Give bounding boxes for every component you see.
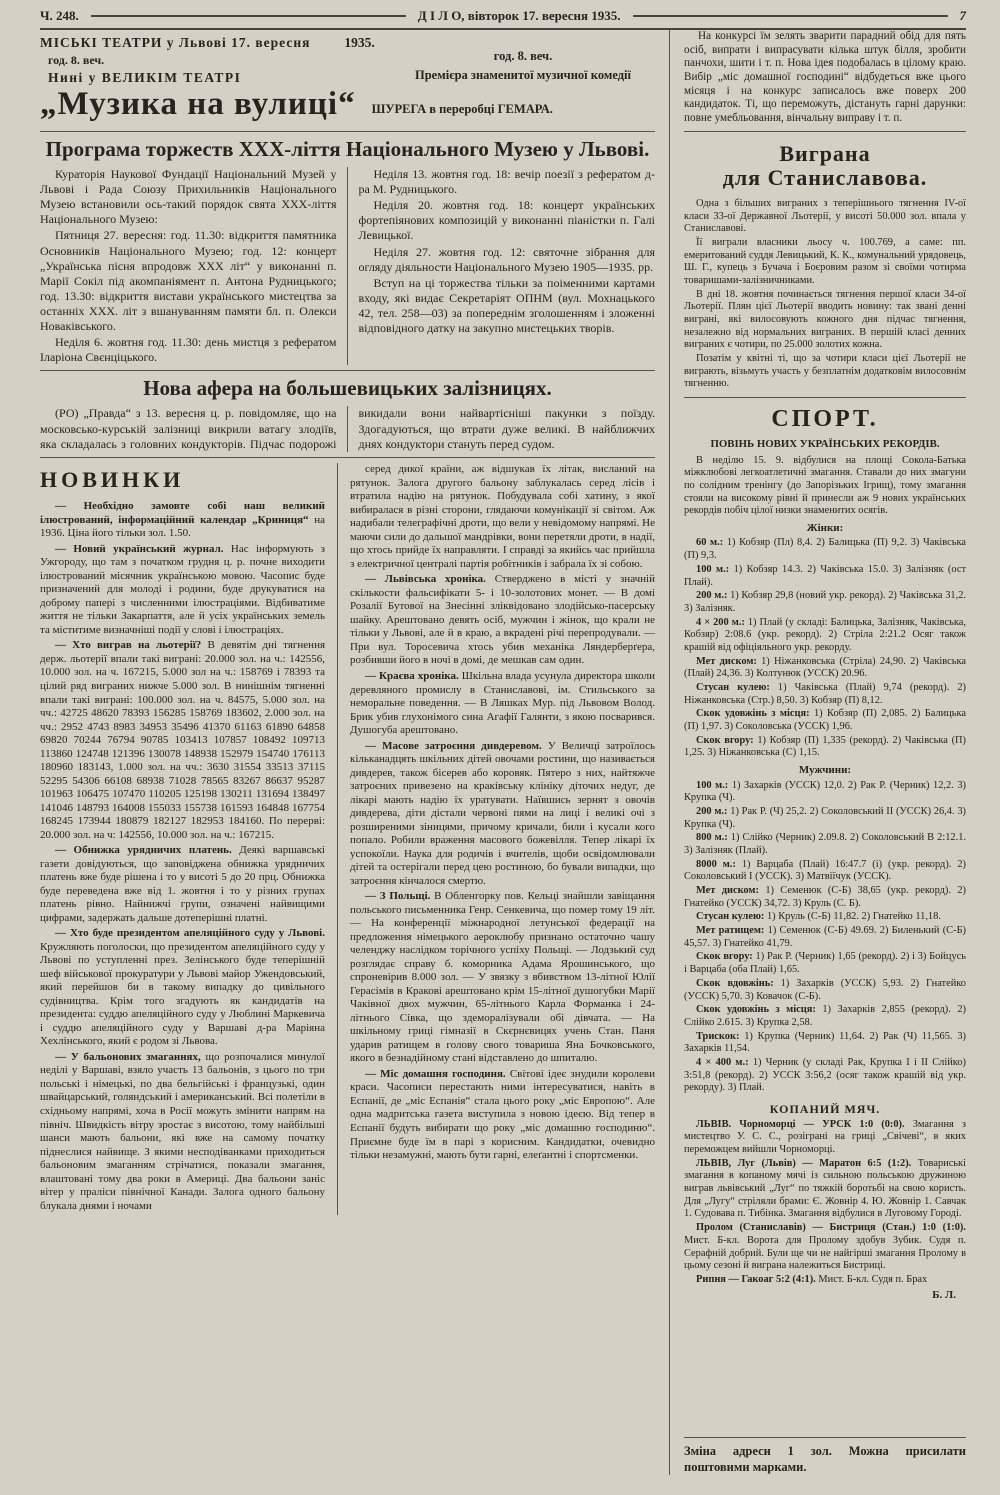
divider <box>40 457 655 458</box>
paragraph: Неділя 13. жовтня год. 18: вечір поезії з рефератом д-ра М. Рудницького. <box>358 167 655 197</box>
right-column <box>670 30 966 1475</box>
news-item <box>40 500 325 541</box>
result-event: Мет ратищем: <box>696 925 765 937</box>
news-item-text: Нас інформують з Ужгороду, що там з початком грудня ц. р. почне виходити ілюстрований місячник українською мовою. Часопис буде призначений для молоді і родини, буде друкуватися на доброму папері з численними ілюстраціями. Відбиватиме життя не тільки Закарпаття, але й усіх українських земель та міститиме визначніші події у слові і ілюстраціях. <box>40 542 325 636</box>
news-item-lead: — Краєва хроніка. <box>365 669 459 682</box>
page-content <box>40 30 966 1475</box>
paragraph: В дні 18. жовтня починається тягнення першої класи 34-ої Льотерії. Плян цієї Льотерії вводить новину: так звані денні виграні, які вилосовують кожного дня підчас тягнення, незалежно від нормальних виграних. В першій класі денних виграних є чотири, по 25.000 золотих кожна. <box>684 288 966 351</box>
result-line <box>684 682 966 707</box>
sport-intro: В неділю 15. 9. відбулися на площі Сокола-Батька міжклюбові легкоатлетичні змагання. Ставали до них змагуни по солідним тренінгу (до Запорізьких Ігрищ), тому змагання стояли на високому рівні й принесли аж 9 нових українських рекордів побіч цілої низки знаменитих осягів. <box>684 454 966 517</box>
result-placings: 1) Кобзяр (П) 2,085. 2) Балицька (П) 1,97. 3) Соколовська (УССК) 1,96. <box>684 708 966 733</box>
masthead-title: Д І Л О, вівторок 17. вересня 1935. <box>417 8 621 23</box>
theater-name: МІСЬКІ ТЕАТРИ у Львові 17. вересня <box>40 35 311 50</box>
result-line <box>684 735 966 760</box>
result-event: Мет диском: <box>696 655 757 667</box>
news-item <box>350 1068 655 1163</box>
match-score: Пролом (Станиславів) — Бистриця (Стан.) 1:0 (1:0). <box>696 1222 966 1234</box>
theater-ad <box>40 30 655 126</box>
footer-notice-block <box>684 1432 966 1476</box>
news-item-text: Деякі варшавські газети довідуються, що заповіджена обнижка урядничих платень вже буде рішена і то у висоті 5 до 20 прц. Обнижка буде переведена вже від 1. жовтня і то у різних групах платень рівно. Найнижчі групи, означені найвищими цифрами, задержать дальше дотеперішні платні. <box>40 844 325 924</box>
lottery-win-headline <box>684 142 966 191</box>
show-time-right: год. 8. веч. <box>493 49 553 63</box>
news-item-text: Кружляють поголоски, що президентом апеляційного суду у Львові по уступленні през. Зелінського буде теперішній шеф військової прокуратури у Львові майор Ужендовський, який перейшов би в такому випадку до цивільного судівництва. Крім того згадують як кандидатів на президента: суддю апеляційного суду у Люблині Маркевича і суддю апеляційного суду у Варшаві д-ра Маріяна Хехлінського, який є родом зі Львова. <box>40 940 325 1048</box>
premiere-line: Премієра знаменитої музичної комедії <box>414 67 631 82</box>
theater-year: 1935. <box>344 35 375 50</box>
result-event: 100 м.: <box>696 779 729 791</box>
news-item-text: В Обленгорку пов. Кельці знайшли завіщання польського письменника Генр. Сенкевича, що помер тому 19 літ. — На конференції міжнародної летунської федерації на предложення німецького аероклюбу признано остаточно чашу челенджу наслідком торічного успіху Польщі. — Лодзький суд розглядає справу б. коморника Адама Ярошинського, що спроневірив 8.000 зол. — У звязку з вбивством 13-літної Юлії Герасімів в Кракові арештовано крім 15-літної душогубки Марії Чаківної двох мужчин, 65-літнього Карла Форманка і 24-літнього Сівка, що здеморалізували обі дівчата. — На шкільному гриці гімназії в Скєрнєвицях учень Стан. Паня ударив ратищем в голову свого товариша Яна Бочковського, якого в безнадійному стані відставлено до шпиталю. <box>350 890 655 1065</box>
news-item-text: Світові ідеє знудили королеви краси. Часописи перестають ними інтересуватися, навіть в Еспанії, де „міс Еспанія“ стала цього року „міс Европою“. Але одна мадритська газета виступила з новою ідеєю. Від тепер в Еспанії будуть вибирати що року „міс домашню господиню“. Приємне буде їм в парі з корисним. Кандидатки, очевидно тільки незамужні, мають бути гарні, елеґантні і спортсменки. <box>350 1067 656 1162</box>
news-item-lead: — Львівська хроніка. <box>365 573 486 586</box>
result-event: Скок удовжінь з місця: <box>696 1004 816 1016</box>
result-event: 200 м.: <box>696 805 728 817</box>
result-placings: 1) Захарків 2,855 (рекорд). 2) Слійко 2.615. 3) Крупка 2,58. <box>684 1004 966 1028</box>
paragraph: Неділя 27. жовтня год. 12: святочне зібрання для огляду діяльности Національного Музею 1905—1935. рр. <box>358 244 655 274</box>
men-results <box>684 780 966 1096</box>
play-title: „Музика на вулиці“ <box>40 86 356 122</box>
football-title: КОПАНИЙ МЯЧ. <box>769 1102 881 1117</box>
result-placings: 1) Круль (С-Б) 11,82. 2) Гнатейко 11,18. <box>766 911 941 923</box>
result-event: 200 м.: <box>696 590 728 602</box>
result-event: 60 м.: <box>696 537 724 549</box>
play-title-row <box>40 86 655 123</box>
result-event: Скок вдовжінь: <box>696 977 774 989</box>
divider <box>684 1437 966 1438</box>
middle-items <box>350 463 655 1162</box>
news-item <box>40 927 325 1049</box>
result-line <box>684 951 966 976</box>
match-report <box>684 1222 966 1273</box>
news-item <box>350 740 655 889</box>
result-line <box>684 617 966 655</box>
sport-title: СПОРТ. <box>771 406 879 433</box>
news-item-text: У Величці затроїлось кільканадцять шкільних дітей овочами ростини, що називається дивдерев, також бісерев або коровяк. Пятеро з них, найтяжче затроєних привезено на краківську клініку діточих недуг, де лікарі мають надію їх уратувати. Наївшись зернят з овочів дивдерева, діти дістали червоні пями на лиці і великі очі з розширеними зіницями, причому кричали, били і кусали кого попало. Робили враження масового божевілля. Тепер лікарі їх успокоїли. Наука для родичів і вчителів, щоби освідомлювали дітей та остерігали перед цею ростиною, бо бували випадки, що затроєння кінчалося смертю. <box>350 739 655 887</box>
result-placings: 1) Слійко (Черник) 2.09.8. 2) Соколовський В 2:12.1. 3) Залізняк (Плай). <box>684 832 966 856</box>
result-line <box>684 832 966 857</box>
article-museum-body <box>40 167 655 365</box>
page-header <box>40 8 966 30</box>
article-museum-headline: Програма торжеств XXX-ліття Національного Музею у Львові. <box>45 137 650 161</box>
result-event: Стусан кулею: <box>696 682 770 693</box>
news-item-text: серед дикої країни, аж відшукав їх літак, висланий на рятунок. Залога другого бальону заблукалась серед лісів і втратила надію на рятунок. Побудувала собі хатину, з якої вибиралася в різні сторони, глядаючи комунікації зі світом. Аж надибали телеграфічні дроти, що вели у невідомому напрямі. Не маючи сили до дальшої мандрівки, вони перетяли дроти, в надії, що хтось прийде їх направляти. І справді за якийсь час прийшла з електричної централі партія робітників і забрала їх зі собою. <box>350 463 655 570</box>
match-report <box>684 1158 966 1221</box>
result-placings: 1) Кобзяр 29,8 (новий укр. рекорд). 2) Чаківська 31,2. 3) Залізняк. <box>684 590 966 614</box>
news-item-lead: — Міс домашня господиня. <box>365 1067 506 1080</box>
result-placings: 1) Рак Р. (Ч) 25,2. 2) Соколовський II (УССК) 26,4. 3) Крупка (Ч). <box>684 805 966 830</box>
news-item-lead: — Хто виграв на льотерії? <box>55 639 202 652</box>
left-region <box>40 30 670 1475</box>
result-placings: 1) Чаківська (Плай) 9,74 (рекорд). 2) Ніжанковська (Стр.) 8,50. 3) Кобзяр (П) 8,12. <box>684 682 966 706</box>
result-placings: 1) Семенюк (С-Б) 38,65 (укр. рекорд). 2) Гнатейко (УССК) 34,72. 3) Круль (С. Б). <box>684 885 966 909</box>
theater-ad-right <box>415 35 655 86</box>
result-line <box>684 978 966 1003</box>
page-number: 7 <box>959 8 967 23</box>
women-results <box>684 537 966 760</box>
match-report <box>684 1119 966 1157</box>
paragraph: Вступ на ці торжества тільки за поіменними картами входу, які видає Секретаріят ОПНМ (вул. Мохнацького 42, тел. 258—03) за попереднім зголошенням і зложенні відповідного датку на закупно мистецьких творів. <box>358 275 655 336</box>
paragraph: Позатім у квітні ті, що за чотири класи цієї Льотерії не виграють, візьмуть участь у безплатнім додатковім вилосовнім тягненню. <box>684 353 966 390</box>
match-text: Мист. Б-кл. Судя п. Брах <box>818 1273 928 1285</box>
issue-number: Ч. 248. <box>40 8 79 23</box>
result-placings: 1) Ніжанковська (Стріла) 24,90. 2) Чаківська (Плай) 24,36. 3) Колтунюк (УССК) 20.96. <box>684 655 966 680</box>
result-event: 100 м.: <box>696 563 730 575</box>
sport-subtitle: ПОВІНЬ НОВИХ УКРАЇНСЬКИХ РЕКОРДІВ. <box>710 438 940 451</box>
theater-ad-top <box>40 35 655 86</box>
news-item <box>40 844 325 925</box>
result-event: 800 м.: <box>696 832 728 844</box>
sport-section <box>684 403 966 1302</box>
paragraph: Неділя 6. жовтня год. 11.30: день мистця з рефератом Іларіона Свєнціцького. <box>40 335 337 365</box>
news-item <box>40 1051 325 1213</box>
article-railway-body <box>40 406 655 452</box>
match-score: ЛЬВІВ, Луг (Львів) — Маратон 6:5 (1:2). <box>696 1157 912 1169</box>
result-line <box>684 911 966 924</box>
match-score: ЛЬВІВ. Чорноморці — УРСК 1:0 (0:0). <box>696 1118 905 1130</box>
article-lottery-win <box>684 137 966 393</box>
headline-line: для Станиславова. <box>722 165 928 191</box>
divider <box>40 370 655 371</box>
result-placings: 1) Кобзяр 14.3. 2) Чаківська 15.0. 3) Залізняк (ост Плай). <box>684 563 966 588</box>
news-item-lead: — Обнижка урядничих платень. <box>55 844 232 857</box>
address-change-notice: Зміна адреси 1 зол. Можна присилати поштовими марками. <box>684 1443 966 1474</box>
paragraph: Кураторія Наукової Фундації Національний Музей у Львові і Рада Союзу Прихильників Національного Музею встановили ось-такий порядок свята XXX-ліття Національного Музею: <box>40 167 337 227</box>
news-item <box>40 639 325 842</box>
article-museum <box>40 137 655 365</box>
middle-column <box>338 463 655 1215</box>
result-placings: 1) Захарків (УССК) 12,0. 2) Рак Р. (Черник) 12,2. 3) Крупка (Ч). <box>684 779 966 804</box>
news-item-text: що розпочалися минулої неділі у Варшаві, взяло участь 13 бальонів, з цього по три польські і німецькі, по два бельгійські і французькі, один швайцарський, голяндський і американський. Всі полетіли в східньому напрямі, хоча в Росії можуть змінити напрям на північ. Швидкість вітру зростає з висотою, тому найбільші шанси мають бальони, які вже на самому початку піднеслися найвище. З якими несподіванками приходиться бальоновим змаганням стрічатися, показали змагання, влаштовані тому два роки в Америці. Два бальони заніс вітер у праліси північної Канади. Залога одного бальону блукала днями і ночами <box>40 1050 325 1212</box>
result-placings: 1) Семенюк (С-Б) 49.69. 2) Биленький (С-Б) 45,57. 3) Гнатейко 41,79. <box>684 925 966 949</box>
result-placings: 1) Плай (у складі: Балицька, Залізняк, Чаківська, Кобзяр) 2:08.6 (укр. рекорд). 2) Стріла 2:21.2 Осяг також крашій від офіціяльного укр. рекорду. <box>684 616 966 653</box>
lower-columns <box>40 463 655 1215</box>
divider <box>684 131 966 132</box>
football-results <box>684 1119 966 1287</box>
result-line <box>684 537 966 562</box>
paragraph: Неділя 20. жовтня год. 18: концерт українських фортепіянових композицій у виконанні піаністки п. Галі Левицької. <box>358 198 655 243</box>
paragraph: (РО) „Правда“ з 13. вересня ц. р. повідомляє, що на московсько-курській залізниці викрили ватагу злодіїв, яка складалась з головних кондукторів. Підчас подорожі викидали вони найвартісніші пакунки з поїзду. Здогадуються, що втрати дуже великі. В найближчих днях кондуктори стануть перед судом. <box>40 406 655 451</box>
result-line <box>684 1004 966 1029</box>
result-line <box>684 1057 966 1095</box>
result-event: Мет диском: <box>696 885 759 897</box>
news-item <box>350 670 655 738</box>
news-item <box>40 543 325 638</box>
result-line <box>684 656 966 681</box>
play-subtitle: ШУРЕГА в переробці ГЕМАРА. <box>371 102 553 116</box>
result-placings: 1) Кобзяр (П) 1,335 (рекорд). 2) Чаківська (П) 1,25. 3) Ніжанковська (С) 1,15. <box>684 734 966 759</box>
article-railway-headline: Нова афера на большевицьких залізницях. <box>143 376 552 401</box>
news-items <box>40 500 325 1213</box>
news-column <box>40 463 338 1215</box>
result-placings: 1) Варцаба (Плай) 16:47.7 (і) (укр. рекорд). 2) Соколовський І (УССК). 3) Матвіїчук (УССК). <box>684 858 966 883</box>
divider <box>40 131 655 132</box>
show-time-left: год. 8. веч. <box>48 53 105 67</box>
result-event: Трискок: <box>696 1030 740 1042</box>
news-item <box>350 890 655 1066</box>
news-item-text: Шкільна влада усунула директора школи деревляного промислу в Станиславові, ім. Стильського за неморальне поведення. — В Ляшках Мур. під Львовом Волод. Брик убив глухонімого сина Агафії Галянти, з якою посварився. Душогуба арештовано. <box>350 669 655 737</box>
author-initials: Б. Л. <box>932 1288 956 1301</box>
news-item <box>350 463 655 571</box>
paragraph: Її виграли власники льосу ч. 100.769, а саме: пп. емеритований суддя Левицький, К. К., комунальний урядовець, Ш. Г., купець з Бучача і Боєровим разом зі своїми чотирма товаришами-залізничниками. <box>684 236 966 286</box>
result-event: Стусан кулею: <box>696 911 765 923</box>
match-text: Змагання з мистецтво У. С. С., розіграні на гриці „Свічеві“, в яких переможцем вийшли Чорноморці. <box>684 1118 966 1156</box>
result-event: 4 × 400 м.: <box>696 1056 749 1068</box>
news-item-lead: — У бальонових змаганнях, <box>55 1050 201 1063</box>
contest-paragraph: На конкурсі їм зелять зварити парадний обід для пять осіб, випрати і випрасувати кілька штук білля, зробити панчохи, шити і т. п. Нова ідея подобалась в цілому краю. Вибір „міс домашної господині“ відбудеться вже цього місяця і на конкурс записалось вже поверх 200 кандидаток. Ті, що переможуть, дістануть гарні дарунки: повне умебльовання, вінчальну виправу і т. п. <box>684 30 966 124</box>
news-item-text: на 1936. Ціна його тільки зол. 1.50. <box>40 513 325 540</box>
paragraph: Пятниця 27. вересня: год. 11.30: відкриття памятника Основників Національного Музею; год. 12: концерт „Українська пісня впродовж XXX літ“ у виконанні п. Марії Сокіл під акомпаніямент п. Антона Рудницького; год. 13.30: відкриття вистави українського мистецтва за останніх XXX. літ з вшануванням памяти бл. п. Олекси Новаківського. <box>40 228 337 334</box>
result-event: Скок удовжінь з місця: <box>696 708 810 720</box>
result-line <box>684 590 966 615</box>
news-item-text: В девятім дні тягнення держ. льотерії впали такі виграні: 20.000 зол. на ч.: 142556, 10.000 зол. на ч. 167215, 5.000 зол на ч.: 158769 і 78393 та цілий ряд виграних нижче 5.000 зол. В нинішнім тягненні впали такі виграні: 100.000 зол. на ч. 84575, 5.000 зол. на чч.: 42725 48620 78393 156285 158769 183602, 2.000 зол. на чч.: 2952 4743 8983 34953 35496 41370 61163 61890 64858 69820 70244 76794 90785 103413 107857 108492 109713 113860 124748 121396 130078 148938 152979 154740 176113 180960 183143, 1.000 зол. на чч.: 3630 31554 33513 37115 52295 54306 66108 68938 71028 78565 83267 86637 95287 101963 106475 107470 110205 125198 130211 131694 138497 141046 148793 164008 155033 155738 161593 164848 167754 168245 173944 180879 182127 182953 184160. По перерві: 20.000 зол. на ч: 142556, 10.000 зол. на ч.: 167215. <box>40 639 326 841</box>
theater-ad-left <box>40 35 375 86</box>
article-railway <box>40 376 655 452</box>
result-line <box>684 1031 966 1056</box>
news-item-text: Стверджено в місті у значній скількости фальсифікати 5- і 10-золотових монет. — В домі Розалії Бутової на Знесінні зліквідовано злодійсько-пасерську шайку. Арештовано девять осіб, мужчин і жінок, що крали не тільки у Львові, але й в краю, а вкрадені річі перепродували. — При вул. Торосевича хтось убив механіка Ляндерберґера, розбивши його в ночі в домі, де мешкав сам один. <box>350 573 655 667</box>
venue-line: Нині у ВЕЛИКІМ ТЕАТРІ <box>48 70 242 85</box>
result-line <box>684 708 966 733</box>
news-item-lead: — Новий український журнал. <box>55 542 224 555</box>
header-rule-right <box>633 15 948 17</box>
result-event: Скок вгору: <box>696 951 753 963</box>
result-line <box>684 885 966 910</box>
result-event: 4 × 200 м.: <box>696 616 745 628</box>
news-item-lead: — З Польщі. <box>365 890 431 903</box>
news-item-lead: — Масове затроєння дивдеревом. <box>365 739 542 752</box>
result-placings: 1) Крупка (Черник) 11,64. 2) Рак (Ч) 11,565. 3) Захарків 11,54. <box>684 1030 966 1055</box>
match-text: Мист. Б-кл. Ворота для Пролому здобув Зубик. Судя п. Серафній добрий. Були ще чи не найгірші змагання Пролому в цьому сезоні й виграна належиться Бистриці. <box>684 1234 966 1272</box>
result-line <box>684 806 966 831</box>
result-line <box>684 925 966 950</box>
news-item-lead: — Необхідно замовте собі наш великий ілюстрований, інформаційний календар „Криниця“ <box>40 500 325 526</box>
result-line <box>684 780 966 805</box>
result-event: 8000 м.: <box>696 858 736 870</box>
result-line <box>684 859 966 884</box>
lottery-win-body <box>684 198 966 391</box>
result-placings: 1) Рак Р. (Черник) 1,65 (рекорд). 2) і 3) Бойцусь і Варцаба (оба Плай) 1,65. <box>684 951 967 976</box>
result-placings: 1) Черник (у складі Рак, Крупка І і ІІ Слійко) 3:51,8 (рекорд). 2) УССК 3:56,2 (осяг також крашій від укр. рекорду). 3) Плай. <box>684 1056 966 1094</box>
headline-line: Виграна <box>779 140 871 166</box>
men-label: Мужчини: <box>798 764 852 777</box>
result-event: Скок вгору: <box>696 734 754 746</box>
women-label: Жінки: <box>806 522 844 535</box>
theater-line <box>40 35 375 51</box>
news-item <box>350 573 655 668</box>
news-section-title: НОВИНКИ <box>40 467 185 493</box>
match-report <box>684 1274 966 1287</box>
paragraph: Одна з більших виграних з теперішнього тягнення IV-ої класи 33-ої Державної Льотерії, у висоті 50.000 зол. впала у Станиславові. <box>684 197 966 235</box>
match-score: Рипня — Гакоаг 5:2 (4:1). <box>696 1273 816 1285</box>
news-item-lead: — Хто буде президентом апеляційного суду у Львові. <box>55 927 325 940</box>
divider <box>684 397 966 398</box>
result-line <box>684 564 966 589</box>
header-rule-left <box>91 15 406 17</box>
match-text: Товариські змагання в копаному мячі із сильною польською дружиною виграв львівський „Луг“ по тяжкій боротьбі на свою користь. Для „Лугу“ стріляли брами: Є. Жовнір 4. Ю. Жовнір 1. Савчак 1. Судовава п. Тибінка. Змагання відбулися в Луговому Городі. <box>684 1157 966 1220</box>
result-placings: 1) Захарків (УССК) 5,93. 2) Гнатейко (УССК) 5,70. 3) Ковачок (С-Б). <box>684 977 966 1002</box>
result-placings: 1) Кобзяр (Пл) 8,4. 2) Балицька (П) 9,2. 3) Чаківська (П) 9,3. <box>684 537 966 562</box>
